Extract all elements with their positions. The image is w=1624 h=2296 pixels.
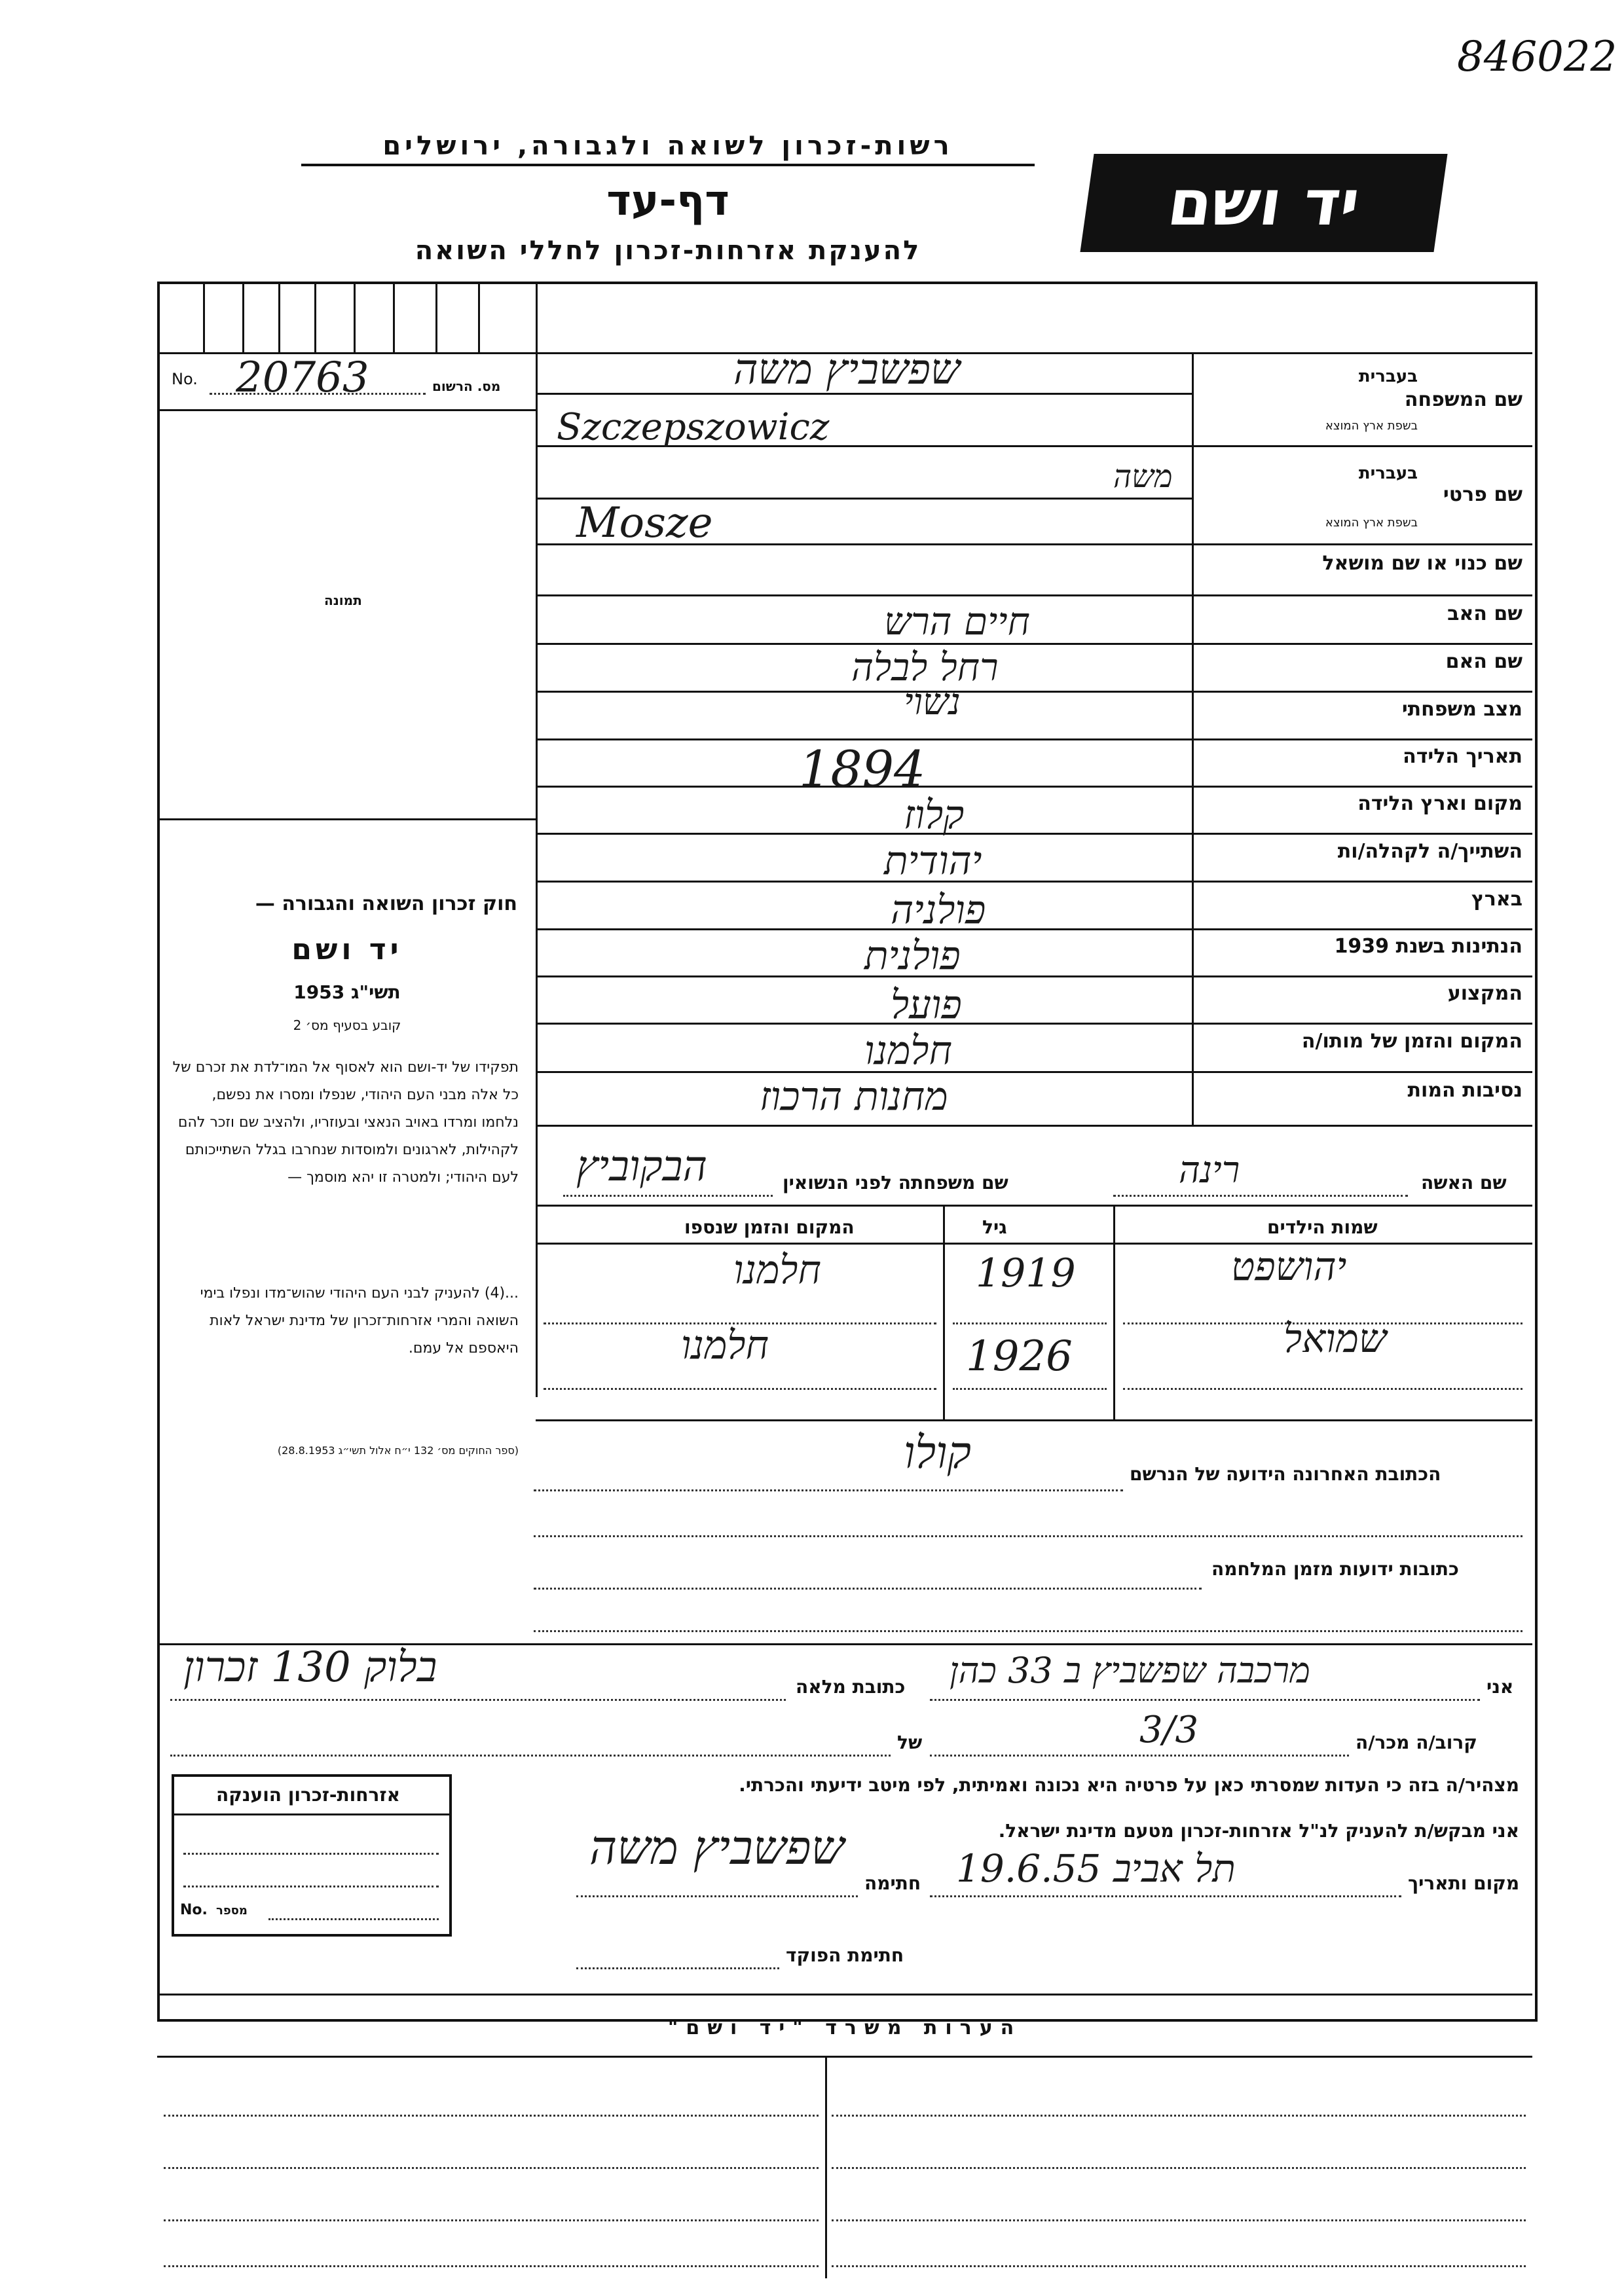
child-2-age: 1926	[966, 1332, 1073, 1381]
label-officer-signature: חתימת הפוקד	[786, 1944, 904, 1966]
form-subtitle: להענקת אזרחות-זכרון לחללי השואה	[415, 236, 921, 266]
law-text-clause4: ...(4) להעניק לבני העם היהודי שהוש־מדו ונפלו בימי השואה והמרי אזרחות־זכרון של מדינת ישראל לאות היאספם אל עמם.	[200, 1285, 519, 1357]
value-profession: פועל	[891, 982, 962, 1028]
label-relative: קרוב/ה מכר/ה	[1356, 1732, 1477, 1753]
label-in-hebrew-1: בעברית	[1358, 367, 1418, 386]
col-children-age: גיל	[982, 1216, 1007, 1238]
citizenship-granted-title: אזרחות-זכרון הוענקה	[216, 1784, 400, 1806]
value-father: חיים הרש	[884, 599, 1030, 644]
law-text: תפקידו של יד-ושם הוא לאסוף אל המו־לדת את זכרם של כל אלה מבני העם היהודי, שנפלו ומסרו את נפשם, נלחמו ומרדו באויב הנאצי ובעוזריו, ולהציב שם וזכר להם לקהילות, לארגונים ולמוסדות שנחרבו בגלל השתייכותם לעם היהודי; ולמטרה זו יהא מוסמך —	[172, 1059, 519, 1186]
label-signature: חתימה	[864, 1872, 921, 1894]
value-last-address: קולו	[904, 1427, 971, 1479]
value-wife-name: רינה	[1179, 1149, 1240, 1192]
value-wife-maiden: הבקוביץ	[576, 1142, 707, 1191]
col-children-names: שמות הילדים	[1267, 1216, 1378, 1238]
value-death-place: חלמנו	[864, 1028, 953, 1074]
label-full-address: כתובת מלאה	[796, 1676, 906, 1698]
declarant-signature: שפשביץ משה	[589, 1820, 845, 1875]
label-place-date: מקום ותאריך	[1408, 1872, 1520, 1894]
label-birth-place: מקום וארץ הלידה	[1357, 792, 1522, 815]
value-declarant: מרכבה שפשביץ ב 33 כהן	[950, 1650, 1310, 1691]
label-profession: המקצוע	[1447, 982, 1522, 1005]
value-birth-place: קלוז	[904, 792, 965, 838]
registration-label: מס. הרשום	[432, 378, 501, 394]
request-text: אני מבקש/ת להעניק לנ"ל אזרחות-זכרון מטעם מדינת ישראל.	[998, 1820, 1519, 1842]
office-notes-heading: הערות משרד "יד ושם"	[667, 2016, 1022, 2039]
value-surname-origin: Szczepszowicz	[557, 406, 830, 448]
label-surname: שם המשפחה	[1404, 388, 1522, 411]
label-citizenship: הנתינות בשנת 1939	[1334, 935, 1522, 958]
law-title: חוק זכרון השואה והגבורה —	[255, 892, 517, 915]
archive-stamp-number: 846022	[1457, 33, 1617, 81]
value-marital: נשוי	[904, 681, 961, 723]
label-of: של	[897, 1732, 923, 1753]
declaration-text: מצהיר/ה בזה כי העדות שמסרתי כאן על פרטיה היא נכונה ואמיתית, לפי מיטב ידיעתי והכרתי.	[739, 1774, 1519, 1796]
child-1-name: יהושפט	[1231, 1244, 1347, 1290]
law-source: (ספר החוקים מס׳ 132 י״ח אלול תשי״ג 28.8.1953)	[277, 1444, 519, 1457]
registration-number: 20763	[236, 354, 369, 402]
yad-vashem-logo: יד ושם	[1080, 154, 1447, 252]
col-children-place: המקום והזמן שנספו	[684, 1216, 855, 1238]
value-birth-date: 1894	[799, 740, 926, 798]
label-last-address: הכתובת האחרונה הידועה של הנרשם	[1130, 1463, 1441, 1485]
value-relation: 3/3	[1139, 1709, 1199, 1751]
label-origin-lang-2: בשפת ארץ המוצא	[1325, 516, 1418, 530]
form-title: דף-עד	[606, 177, 729, 225]
label-death-circumstances: נסיבות המות	[1407, 1079, 1522, 1102]
citizenship-number-label: מספר	[216, 1904, 248, 1918]
label-marital: מצב משפחתי	[1401, 698, 1522, 721]
value-death-circumstances: מחנות הרכוז	[760, 1074, 948, 1120]
photo-label: תמונה	[324, 592, 362, 608]
value-place-date: תל אביב 19.6.55	[956, 1846, 1236, 1891]
label-country: בארץ	[1471, 888, 1522, 911]
value-surname-hebrew: שפשביץ משה	[733, 346, 961, 394]
label-in-hebrew-2: בעברית	[1358, 464, 1418, 483]
label-given-name: שם פרטי	[1443, 483, 1522, 506]
label-wife-maiden: שם משפחתה לפני הנשואין	[783, 1172, 1008, 1194]
registration-prefix: No.	[172, 370, 198, 388]
value-country: פולניה	[891, 887, 986, 933]
authority-heading: רשות-זכרון לשואה ולגבורה, ירושלים	[301, 131, 1035, 166]
citizenship-no-prefix: No.	[180, 1902, 208, 1918]
value-mother: רחל לבלה	[851, 645, 999, 689]
label-mother: שם האם	[1445, 650, 1522, 673]
value-given-origin: Mosze	[576, 499, 713, 547]
label-father: שם האב	[1447, 602, 1522, 625]
label-war-addresses: כתובות ידועות מזמן המלחמה	[1211, 1558, 1459, 1580]
label-nickname: שם כנוי או שם מושאל	[1322, 552, 1522, 575]
value-full-address: בלוק 130 זכרון	[183, 1643, 437, 1692]
child-2-place: חלמנו	[681, 1322, 769, 1368]
label-community: השתייך/ה לקהלה/ות	[1337, 840, 1522, 863]
law-yad-vashem: יד ושם	[291, 933, 403, 966]
child-1-place: חלמנו	[733, 1247, 822, 1293]
child-2-name: שמואל	[1283, 1316, 1387, 1362]
label-death-place: המקום והזמן של מותו/ה	[1301, 1030, 1522, 1053]
child-1-age: 1919	[976, 1250, 1076, 1296]
value-citizenship: פולנית	[864, 933, 961, 979]
label-wife-name: שם האשה	[1421, 1172, 1507, 1194]
label-birth-date: תאריך הלידה	[1403, 745, 1522, 768]
law-year: תשי"ג 1953	[293, 981, 401, 1003]
value-community: יהודית	[884, 838, 982, 884]
label-declarant: אני	[1486, 1676, 1514, 1698]
value-given-hebrew: משה	[1113, 458, 1173, 495]
label-origin-lang-1: בשפת ארץ המוצא	[1325, 419, 1418, 433]
law-clause: קובע בסעיף מס׳ 2	[293, 1017, 401, 1033]
